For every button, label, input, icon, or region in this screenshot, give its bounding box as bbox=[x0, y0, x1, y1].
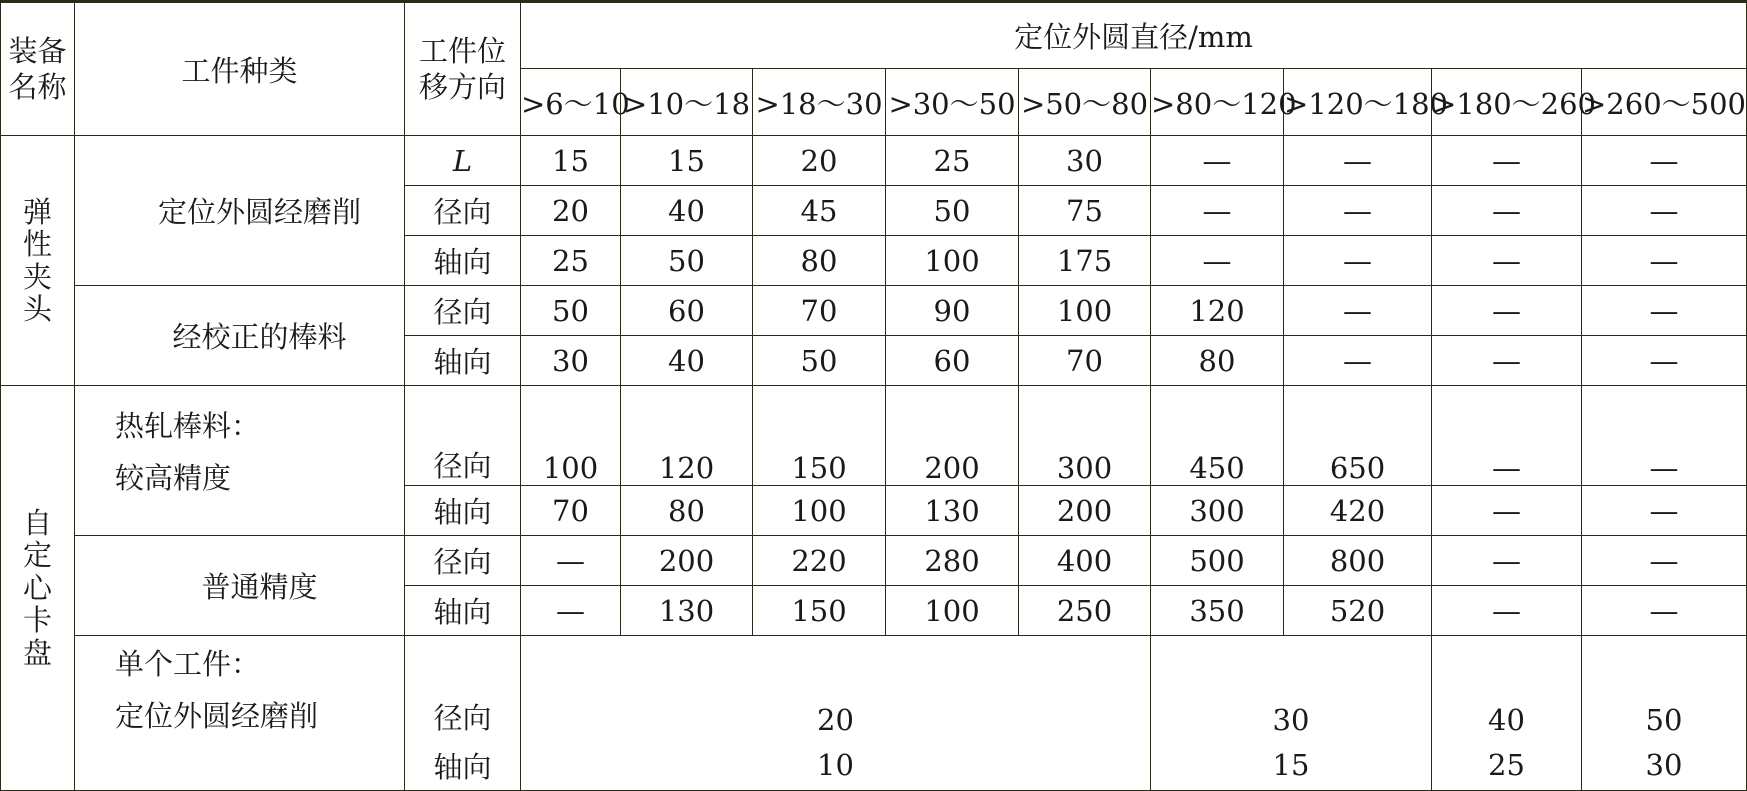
header-direction-line1: 工件位 bbox=[418, 33, 506, 68]
table-cell: 20 bbox=[521, 186, 621, 236]
table-cell: 100 bbox=[886, 236, 1019, 286]
direction-label: 径向 bbox=[405, 186, 521, 236]
table-cell: 420 bbox=[1284, 486, 1432, 536]
table-row bbox=[1, 136, 1747, 186]
table-cell: 120 bbox=[621, 386, 753, 486]
range-header: >120～180 bbox=[1284, 69, 1432, 136]
group-collet bbox=[1, 136, 75, 386]
table-cell: 50 bbox=[1582, 636, 1747, 741]
table-cell: 100 bbox=[1019, 286, 1151, 336]
table-cell: 15 bbox=[621, 136, 753, 186]
table-cell: 70 bbox=[521, 486, 621, 536]
workpiece-type: 定位外圆经磨削 bbox=[75, 136, 405, 286]
range-header: >80～120 bbox=[1151, 69, 1284, 136]
table-cell: 100 bbox=[521, 386, 621, 486]
range-header: >260～500 bbox=[1582, 69, 1747, 136]
table-cell: — bbox=[521, 536, 621, 586]
table-cell: 15 bbox=[1151, 741, 1432, 791]
direction-label: 径向 bbox=[405, 386, 521, 486]
table-cell: 80 bbox=[621, 486, 753, 536]
table-cell: 30 bbox=[1582, 741, 1747, 791]
workpiece-type: 普通精度 bbox=[75, 536, 405, 636]
table-cell: 200 bbox=[886, 386, 1019, 486]
direction-label: 轴向 bbox=[405, 336, 521, 386]
header-equipment-name bbox=[1, 2, 75, 136]
group-chuck bbox=[1, 386, 75, 791]
table-cell: — bbox=[1582, 336, 1747, 386]
table-cell: 220 bbox=[753, 536, 886, 586]
group-chuck-char: 卡 bbox=[22, 603, 52, 638]
table-cell: 250 bbox=[1019, 586, 1151, 636]
direction-label: 径向 bbox=[405, 636, 521, 741]
table-cell: 50 bbox=[621, 236, 753, 286]
workpiece-type: 经校正的棒料 bbox=[75, 286, 405, 386]
table-cell: 200 bbox=[621, 536, 753, 586]
table-cell: 450 bbox=[1151, 386, 1284, 486]
table-cell: — bbox=[1284, 186, 1432, 236]
range-header: >50～80 bbox=[1019, 69, 1151, 136]
direction-label: 轴向 bbox=[405, 236, 521, 286]
table-cell: — bbox=[1582, 186, 1747, 236]
group-chuck-char: 定 bbox=[22, 538, 52, 573]
table-cell: — bbox=[1284, 336, 1432, 386]
table-cell: 200 bbox=[1019, 486, 1151, 536]
workpiece-type-line2: 较高精度 bbox=[115, 461, 232, 496]
table-cell: 30 bbox=[1151, 636, 1432, 741]
table-cell: — bbox=[1284, 136, 1432, 186]
range-header: >30～50 bbox=[886, 69, 1019, 136]
table-cell: 280 bbox=[886, 536, 1019, 586]
table-cell: 650 bbox=[1284, 386, 1432, 486]
table-cell: 150 bbox=[753, 586, 886, 636]
table-cell: 300 bbox=[1151, 486, 1284, 536]
header-displacement-direction bbox=[405, 2, 521, 136]
header-direction-line2: 移方向 bbox=[418, 70, 506, 104]
table-cell: — bbox=[1432, 386, 1582, 486]
group-collet-char: 性 bbox=[22, 227, 52, 262]
table-cell: 500 bbox=[1151, 536, 1284, 586]
table-cell: — bbox=[1582, 536, 1747, 586]
table-cell: — bbox=[1432, 236, 1582, 286]
table-cell: — bbox=[1284, 286, 1432, 336]
workpiece-type bbox=[75, 386, 405, 536]
table-cell: — bbox=[1582, 236, 1747, 286]
direction-label: 轴向 bbox=[405, 586, 521, 636]
table-cell: 60 bbox=[621, 286, 753, 336]
table-cell: 20 bbox=[753, 136, 886, 186]
table-cell: — bbox=[1151, 136, 1284, 186]
table-row bbox=[1, 286, 1747, 336]
table-cell: 130 bbox=[621, 586, 753, 636]
header-equipment-line2: 名称 bbox=[8, 70, 67, 104]
table-cell: 50 bbox=[521, 286, 621, 336]
table-cell: 50 bbox=[886, 186, 1019, 236]
table-cell: 40 bbox=[621, 336, 753, 386]
table-cell: 520 bbox=[1284, 586, 1432, 636]
table-cell: 70 bbox=[1019, 336, 1151, 386]
range-header: >18～30 bbox=[753, 69, 886, 136]
range-header: >6～10 bbox=[521, 69, 621, 136]
table-cell: 120 bbox=[1151, 286, 1284, 336]
direction-label: 轴向 bbox=[405, 486, 521, 536]
table-cell: 80 bbox=[1151, 336, 1284, 386]
table-cell: 130 bbox=[886, 486, 1019, 536]
table-cell: 20 bbox=[521, 636, 1151, 741]
table-cell: — bbox=[1151, 186, 1284, 236]
workpiece-type-line1: 单个工件： bbox=[115, 647, 261, 681]
table-cell: — bbox=[1582, 486, 1747, 536]
header-row-1 bbox=[1, 2, 1747, 69]
direction-label: 轴向 bbox=[405, 741, 521, 791]
table-cell: 100 bbox=[886, 586, 1019, 636]
header-equipment-line1: 装备 bbox=[8, 33, 67, 68]
table-cell: 40 bbox=[1432, 636, 1582, 741]
table-cell: — bbox=[1432, 486, 1582, 536]
table-cell: — bbox=[1432, 536, 1582, 586]
workpiece-type-line1: 热轧棒料： bbox=[115, 409, 261, 443]
header-workpiece-type: 工件种类 bbox=[75, 2, 405, 136]
table-cell: — bbox=[1151, 236, 1284, 286]
range-header: >180～260 bbox=[1432, 69, 1582, 136]
table-cell: 350 bbox=[1151, 586, 1284, 636]
table-cell: — bbox=[1582, 586, 1747, 636]
table-cell: — bbox=[1432, 136, 1582, 186]
table-cell: 25 bbox=[1432, 741, 1582, 791]
table-cell: 400 bbox=[1019, 536, 1151, 586]
table-cell: 25 bbox=[521, 236, 621, 286]
table-cell: 75 bbox=[1019, 186, 1151, 236]
table-row bbox=[1, 636, 1747, 741]
table-cell: 50 bbox=[753, 336, 886, 386]
table-cell: — bbox=[1432, 186, 1582, 236]
table-cell: 60 bbox=[886, 336, 1019, 386]
table-cell: 10 bbox=[521, 741, 1151, 791]
table-cell: 25 bbox=[886, 136, 1019, 186]
table-cell: 90 bbox=[886, 286, 1019, 336]
header-diameter-title: 定位外圆直径/mm bbox=[521, 2, 1747, 69]
direction-label: 径向 bbox=[405, 536, 521, 586]
workpiece-type bbox=[75, 636, 405, 791]
table-row bbox=[1, 386, 1747, 486]
table-cell: — bbox=[521, 586, 621, 636]
table-cell: 70 bbox=[753, 286, 886, 336]
table-cell: 40 bbox=[621, 186, 753, 236]
table-cell: — bbox=[1284, 236, 1432, 286]
table-cell: 30 bbox=[1019, 136, 1151, 186]
table-cell: — bbox=[1582, 136, 1747, 186]
direction-label: L bbox=[405, 136, 521, 186]
group-chuck-char: 自 bbox=[22, 505, 52, 540]
table-cell: — bbox=[1582, 386, 1747, 486]
table-cell: 800 bbox=[1284, 536, 1432, 586]
table-cell: 30 bbox=[521, 336, 621, 386]
group-collet-char: 弹 bbox=[22, 194, 52, 229]
table-row bbox=[1, 536, 1747, 586]
table-cell: — bbox=[1432, 336, 1582, 386]
workpiece-type-line2: 定位外圆经磨削 bbox=[115, 699, 319, 734]
direction-label: 径向 bbox=[405, 286, 521, 336]
table-cell: 150 bbox=[753, 386, 886, 486]
group-chuck-char: 盘 bbox=[22, 635, 52, 670]
range-header: >10～18 bbox=[621, 69, 753, 136]
table-cell: 80 bbox=[753, 236, 886, 286]
table-cell: — bbox=[1432, 586, 1582, 636]
table-cell: 15 bbox=[521, 136, 621, 186]
table-cell: 300 bbox=[1019, 386, 1151, 486]
table-cell: — bbox=[1432, 286, 1582, 336]
table-cell: 100 bbox=[753, 486, 886, 536]
table-cell: 45 bbox=[753, 186, 886, 236]
group-collet-char: 夹 bbox=[22, 259, 52, 294]
group-collet-char: 头 bbox=[22, 291, 52, 326]
table-cell: 175 bbox=[1019, 236, 1151, 286]
table-cell: — bbox=[1582, 286, 1747, 336]
group-chuck-char: 心 bbox=[22, 570, 52, 605]
